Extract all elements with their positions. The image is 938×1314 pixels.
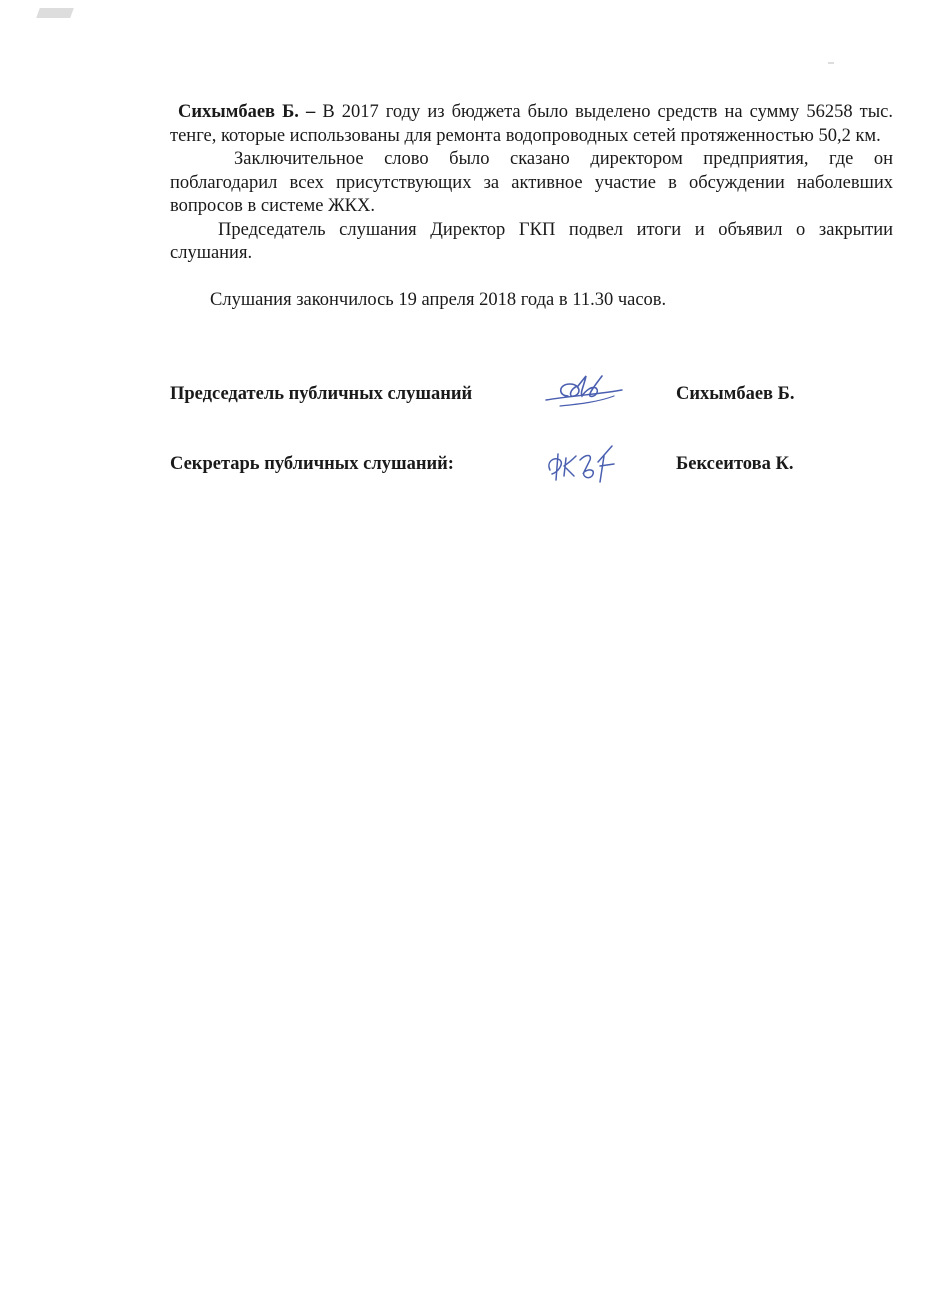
- speaker-name: Сихымбаев Б. –: [178, 102, 316, 122]
- paragraph-hearing-end: Слушания закончилось 19 апреля 2018 года в 11.30 часов.: [210, 289, 667, 310]
- signature-role: Председатель публичных слушаний: [170, 384, 473, 404]
- paragraph-budget: [170, 101, 893, 148]
- handwritten-signature-chair: [540, 366, 640, 414]
- paragraph-chair-summary: Председатель слушания Директор ГКП подвел итоги и объявил о закрытии слушания.: [170, 219, 893, 263]
- scan-artifact-dot: [828, 62, 834, 64]
- paragraph-closing-remarks: Заключительное слово было сказано директором предприятия, где он поблагодарил всех присутствующих за активное участие в обсуждении наболевших вопросов в системе ЖКХ.: [170, 149, 893, 216]
- signature-row-chair: [170, 366, 893, 426]
- handwritten-signature-secretary: [540, 436, 640, 490]
- signature-name: Сихымбаев Б.: [676, 384, 795, 404]
- paragraph-budget-text: В 2017 году из бюджета было выделено средств на сумму 56258 тыс. тенге, которые использованы для ремонта водопроводных сетей протяженностью 50,2 км.: [170, 102, 894, 146]
- scan-artifact-corner: [36, 8, 74, 18]
- document-body: [170, 101, 893, 312]
- signature-row-secretary: [170, 436, 893, 496]
- signature-role: Секретарь публичных слушаний:: [170, 454, 454, 474]
- signature-name: Бексеитова К.: [676, 454, 794, 474]
